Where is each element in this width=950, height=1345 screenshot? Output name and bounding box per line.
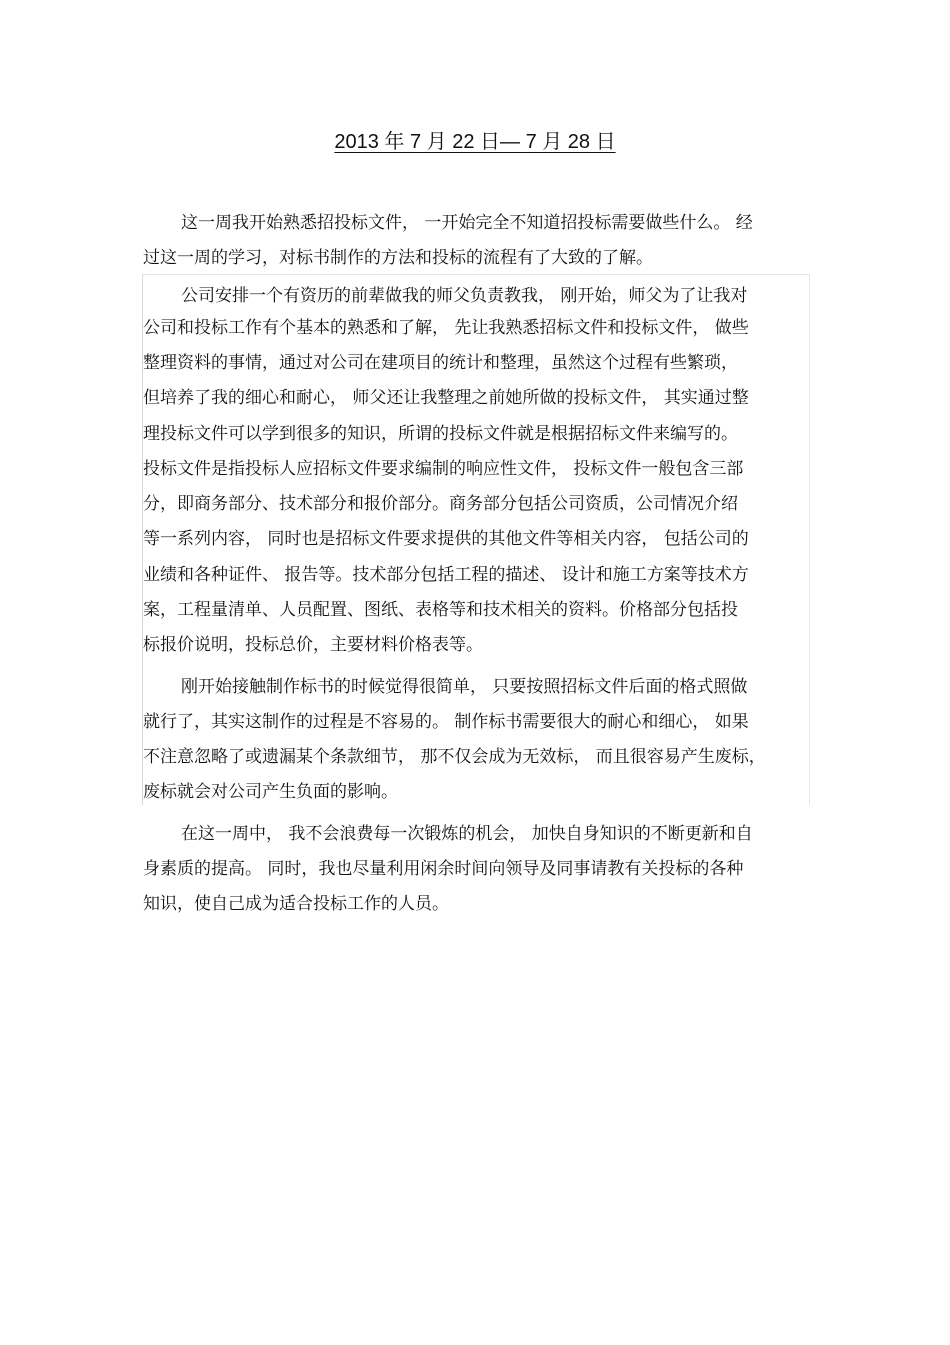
paragraph-2-line-1: 公司安排一个有资历的前辈做我的师父负责教我， 刚开始，师父为了让我对 [181,286,748,306]
paragraph-2-line-8: 等一系列内容， 同时也是招标文件要求提供的其他文件等相关内容， 包括公司的 [143,529,749,549]
paragraph-2-line-3: 整理资料的事情，通过对公司在建项目的统计和整理，虽然这个过程有些繁琐， [143,353,738,373]
paragraph-2-line-11: 标报价说明，投标总价，主要材料价格表等。 [143,635,483,655]
paragraph-3-line-1: 刚开始接触制作标书的时候觉得很简单， 只要按照招标文件后面的格式照做 [181,677,748,697]
paragraph-3-line-4: 废标就会对公司产生负面的影响。 [143,782,398,802]
paragraph-4-line-2: 身素质的提高。 同时，我也尽量利用闲余时间向领导及同事请教有关投标的各种 [143,859,744,879]
document-title [0,128,950,156]
title-text: 2013 年 7 月 22 日— 7 月 28 日 [334,131,616,153]
paragraph-4-line-1: 在这一周中， 我不会浪费每一次锻炼的机会， 加快自身知识的不断更新和自 [181,824,753,844]
paragraph-2-line-5: 理投标文件可以学到很多的知识，所谓的投标文件就是根据招标文件来编写的。 [143,424,738,444]
paragraph-1-line-2: 过这一周的学习，对标书制作的方法和投标的流程有了大致的了解。 [143,248,653,268]
paragraph-2-line-9: 业绩和各种证件、 报告等。技术部分包括工程的描述、 设计和施工方案等技术方 [143,565,749,585]
paragraph-3-line-2: 就行了，其实这制作的过程是不容易的。 制作标书需要很大的耐心和细心， 如果 [143,712,749,732]
paragraph-2-line-4: 但培养了我的细心和耐心， 师父还让我整理之前她所做的投标文件， 其实通过整 [143,388,749,408]
paragraph-2-line-10: 案，工程量清单、人员配置、图纸、表格等和技术相关的资料。价格部分包括投 [143,600,738,620]
paragraph-2-line-2: 公司和投标工作有个基本的熟悉和了解， 先让我熟悉招标文件和投标文件， 做些 [143,318,749,338]
paragraph-3-line-3: 不注意忽略了或遗漏某个条款细节， 那不仅会成为无效标， 而且很容易产生废标， [143,747,766,767]
paragraph-1-line-1: 这一周我开始熟悉招投标文件， 一开始完全不知道招投标需要做些什么。 经 [181,213,753,233]
paragraph-2-line-7: 分，即商务部分、技术部分和报价部分。商务部分包括公司资质，公司情况介绍 [143,494,738,514]
paragraph-2-line-6: 投标文件是指投标人应招标文件要求编制的响应性文件， 投标文件一般包含三部 [143,459,744,479]
paragraph-4-line-3: 知识，使自己成为适合投标工作的人员。 [143,894,449,914]
